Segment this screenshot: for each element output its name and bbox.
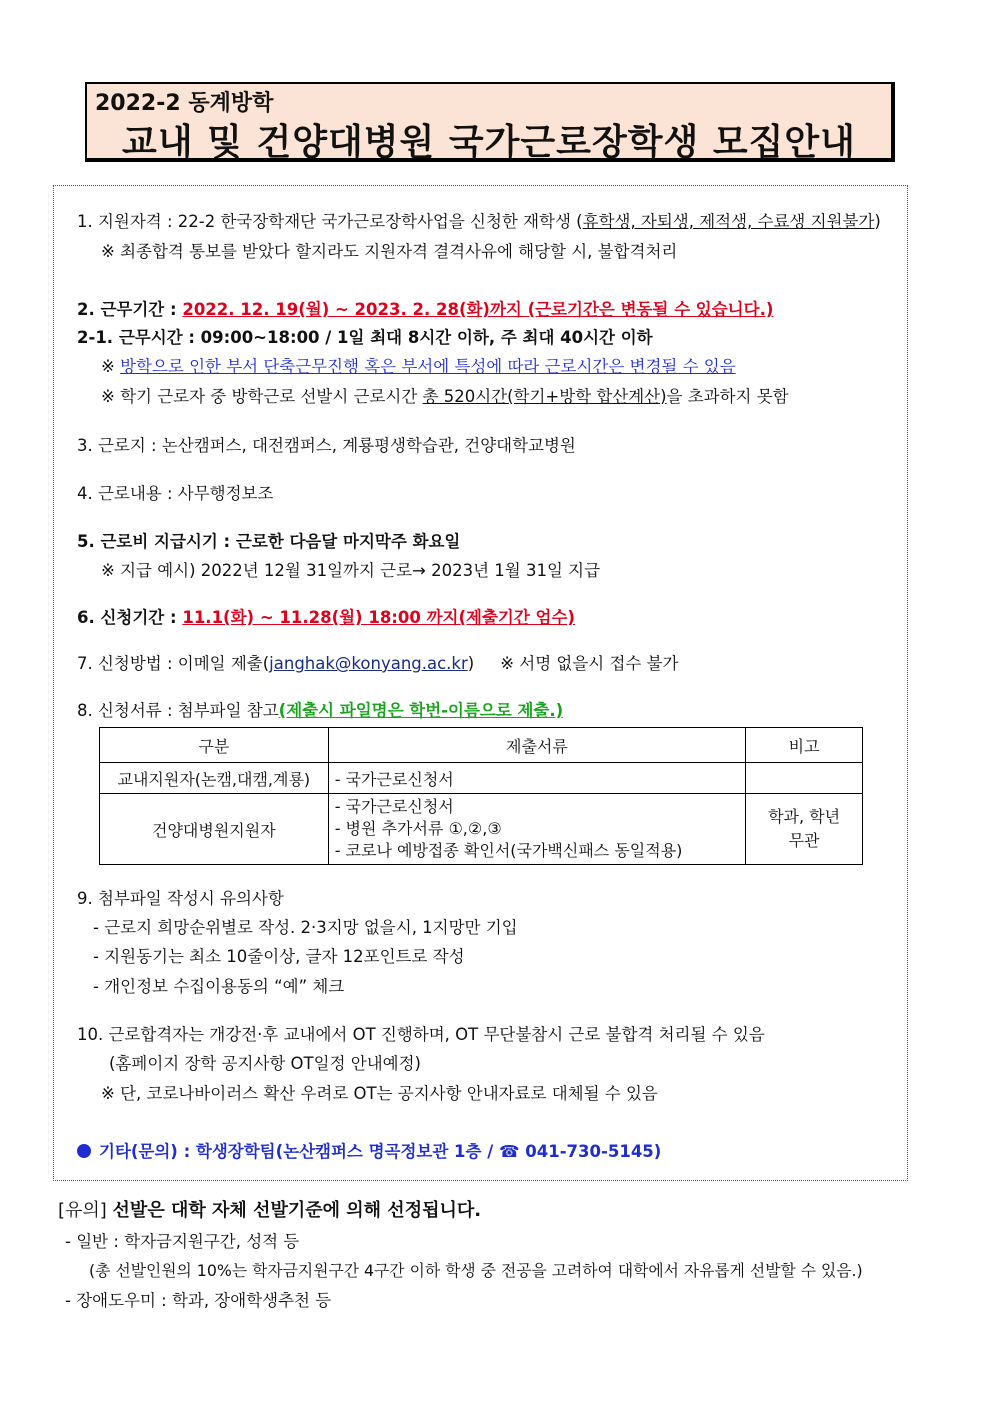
title-subtitle: 2022-2 동계방학 [95, 91, 274, 116]
table-header: 비고 [746, 728, 863, 763]
table-header: 제출서류 [328, 728, 745, 763]
attachment-note-line: - 지원동기는 최소 10줄이상, 글자 12포인트로 작성 [93, 947, 465, 966]
bullet-icon [77, 1144, 91, 1158]
footer-line: (총 선발인원의 10%는 학자금지원구간 4구간 이하 학생 중 전공을 고려하여 대학에서 자유롭게 선발할 수 있음.) [89, 1261, 863, 1280]
item-eligibility: 1. 지원자격 : 22-2 한국장학재단 국가근로장학사업을 신청한 재학생 (휴학생, 자퇴생, 제적생, 수료생 지원불가) [77, 212, 881, 231]
item-orientation: 10. 근로합격자는 개강전·후 교내에서 OT 진행하며, OT 무단불참시 근로 불합격 처리될 수 있음 [77, 1025, 765, 1044]
signature-note: ※ 서명 없을시 접수 불가 [500, 654, 679, 673]
work-period-value: 2022. 12. 19(월) ~ 2023. 2. 28(화)까지 (근로기간은 변동될 수 있습니다.) [182, 300, 774, 319]
item-work-period: 2. 근무기간 : 2022. 12. 19(월) ~ 2023. 2. 28(화)까지 (근로기간은 변동될 수 있습니다.) [77, 300, 774, 319]
orientation-note: ※ 단, 코로나바이러스 확산 우려로 OT는 공지사항 안내자료로 대체될 수 있음 [101, 1084, 658, 1103]
table-cell-docs: - 국가근로신청서 [328, 763, 745, 794]
attachment-note-line: - 개인정보 수집이용동의 “예” 체크 [93, 977, 345, 996]
work-hours-note-1: ※ 방학으로 인한 부서 단축근무진행 혹은 부서에 특성에 따라 근로시간은 변경될 수 있음 [101, 357, 736, 376]
table-row [100, 794, 863, 865]
documents-table [99, 727, 863, 865]
item-application-method: 7. 신청방법 : 이메일 제출(janghak@konyang.ac.kr) ※ 서명 없을시 접수 불가 [77, 654, 679, 673]
page-title: 교내 및 건양대병원 국가근로장학생 모집안내 [122, 122, 856, 163]
work-hours-note-2: ※ 학기 근로자 중 방학근로 선발시 근로시간 총 520시간(학기+방학 합산계산)을 초과하지 못함 [101, 387, 789, 406]
filename-rule: (제출시 파일명은 학번-이름으로 제출.) [278, 701, 564, 720]
item-pay-schedule: 5. 근로비 지급시기 : 근로한 다음달 마지막주 화요일 [77, 532, 461, 551]
pay-schedule-note: ※ 지급 예시) 2022년 12월 31일까지 근로→ 2023년 1월 31일 지급 [101, 561, 601, 580]
doc-line: - 병원 추가서류 ①,②,③ [334, 819, 502, 838]
email-link[interactable]: janghak@konyang.ac.kr [269, 654, 468, 673]
item-work-location: 3. 근로지 : 논산캠퍼스, 대전캠퍼스, 계룡평생학습관, 건양대학교병원 [77, 436, 576, 455]
footer-headline: [유의] 선발은 대학 자체 선발기준에 의해 선정됩니다. [58, 1200, 482, 1221]
item-documents: 8. 신청서류 : 첨부파일 참고(제출시 파일명은 학번-이름으로 제출.) [77, 701, 564, 720]
ineligible-note: 휴학생, 자퇴생, 제적생, 수료생 지원불가 [582, 212, 875, 231]
table-cell-docs [328, 794, 745, 865]
table-header: 구분 [100, 728, 329, 763]
application-period-value: 11.1(화) ~ 11.28(월) 18:00 까지(제출기간 엄수) [182, 608, 575, 627]
footer-line: - 장애도우미 : 학과, 장애학생추천 등 [65, 1291, 332, 1310]
table-cell-note: 학과, 학년 무관 [746, 794, 863, 865]
table-header-row [100, 728, 863, 763]
item-work-content: 4. 근로내용 : 사무행정보조 [77, 484, 274, 503]
title-box [85, 82, 895, 162]
doc-line: - 국가근로신청서 [334, 797, 454, 816]
footer-line: - 일반 : 학자금지원구간, 성적 등 [65, 1232, 300, 1251]
table-row [100, 763, 863, 794]
table-cell-category: 교내지원자(논캠,대캠,계룡) [100, 763, 329, 794]
table-cell-category: 건양대병원지원자 [100, 794, 329, 865]
attachment-note-line: - 근로지 희망순위별로 작성. 2·3지망 없을시, 1지망만 기입 [93, 918, 518, 937]
contact-info: 기타(문의) : 학생장학팀(논산캠퍼스 명곡정보관 1층 / ☎ 041-730-5145) [77, 1138, 661, 1162]
item-application-period: 6. 신청기간 : 11.1(화) ~ 11.28(월) 18:00 까지(제출기간 엄수) [77, 608, 575, 627]
eligibility-note: ※ 최종합격 통보를 받았다 할지라도 지원자격 결격사유에 해당할 시, 불합격처리 [101, 242, 678, 261]
orientation-line-2: (홈페이지 장학 공지사항 OT일정 안내예정) [109, 1054, 421, 1073]
table-cell-note [746, 763, 863, 794]
doc-line: - 코로나 예방접종 확인서(국가백신패스 동일적용) [334, 841, 683, 860]
item-attachment-notes: 9. 첨부파일 작성시 유의사항 [77, 889, 284, 908]
item-work-hours: 2-1. 근무시간 : 09:00~18:00 / 1일 최대 8시간 이하, 주 최대 40시간 이하 [77, 328, 653, 347]
